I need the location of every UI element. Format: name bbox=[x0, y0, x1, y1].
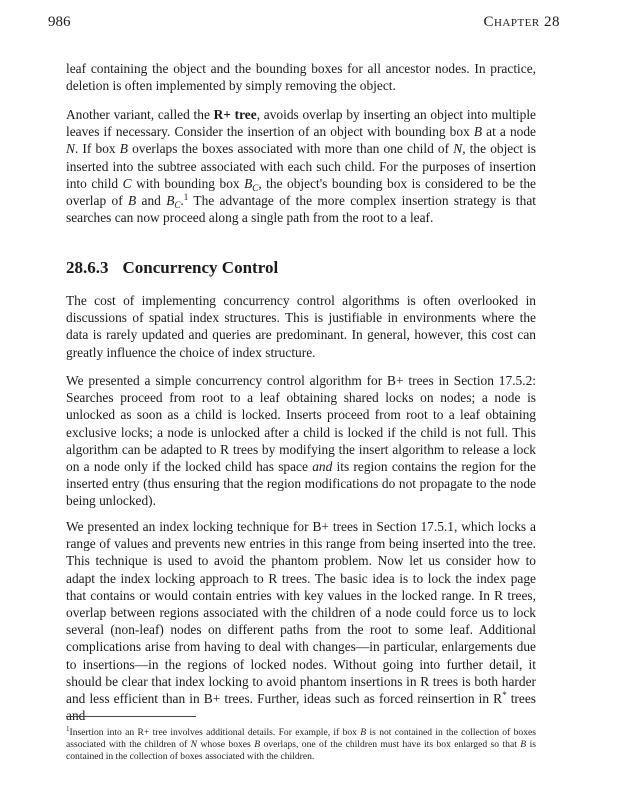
chapter-label: Chapter 28 bbox=[483, 14, 560, 30]
term-r-plus-tree: R+ tree bbox=[213, 107, 257, 122]
paragraph-cost: The cost of implementing concurrency control algorithms is often overlooked in discussions of spatial index structures. This is justifiable in environments where the data is rarely updated and queries are predominant. In general, however, this cost can greatly influence the choice of index structure. bbox=[66, 293, 536, 360]
footnote-mark: 1 bbox=[66, 725, 70, 733]
footnote-divider bbox=[66, 716, 196, 717]
section-heading bbox=[66, 258, 536, 278]
paragraph-r-plus-tree: Another variant, called the R+ tree, avoids overlap by inserting an object into multiple leaves if necessary. Consider the insertion of an object with bounding box B at a node N. If box B overlaps the boxes associated with more than one child of N, the object is inserted into the subtree associated with each such child. For the purposes of insertion into child C with bounding box $B_C$, the object's bounding box is considered to be the overlap of B and $B_C.^1$ The advantage of the more complex insertion strategy is that searches can now proceed along a single path from the root to a leaf. bbox=[66, 107, 536, 226]
footnote: $^1$Insertion into an R+ tree involves additional details. For example, if box B is not contained in the collection of boxes associated with the children of N whose boxes B overlaps, one of the children must have its box enlarged so that B is contained in the collection of boxes associated with the children. bbox=[66, 725, 536, 762]
paragraph-concurrency-algorithm: We presented a simple concurrency control algorithm for B+ trees in Section 17.5.2: Searches proceed from root to a leaf obtaining shared locks on nodes; a node is unlocked as soon as a child is locked. Inserts proceed from root to a leaf obtaining exclusive locks; a node is unlocked after a child is locked if the child is not full. This algorithm can be adapted to R trees by modifying the insert algorithm to release a lock on a node only if the locked child has space and its region contains the region for the inserted entry (thus ensuring that the region modifications do not propagate to the node being unlocked). bbox=[66, 373, 536, 509]
section-number: 28.6.3 bbox=[66, 258, 109, 277]
page-number: 986 bbox=[48, 14, 71, 30]
emphasis-and: and bbox=[312, 459, 333, 475]
section-title: Concurrency Control bbox=[122, 258, 279, 277]
paragraph-deletion: leaf containing the object and the bounding boxes for all ancestor nodes. In practice, deletion is often implemented by simply removing the object. bbox=[66, 61, 536, 94]
paragraph-index-locking: We presented an index locking technique for B+ trees in Section 17.5.1, which locks a range of values and prevents new entries in this range from being inserted into the tree. This technique is used to avoid the phantom problem. Now let us consider how to adapt the index locking approach to R trees. The basic idea is to lock the index page that contains or would contain entries with key values in the locked range. In R trees, overlap between regions associated with the children of a node could force us to lock several (non-leaf) nodes on different paths from the root to some leaf. Additional complications arise from having to deal with changes—in particular, enlargements due to insertions—in the regions of locked nodes. Without going into further detail, it should be clear that index locking to avoid phantom insertions in R trees is both harder and less efficient than in B+ trees. Further, ideas such as forced reinsertion in R* trees and bbox=[66, 519, 536, 724]
running-header bbox=[48, 14, 560, 34]
footnote-reference: 1 bbox=[183, 192, 189, 203]
